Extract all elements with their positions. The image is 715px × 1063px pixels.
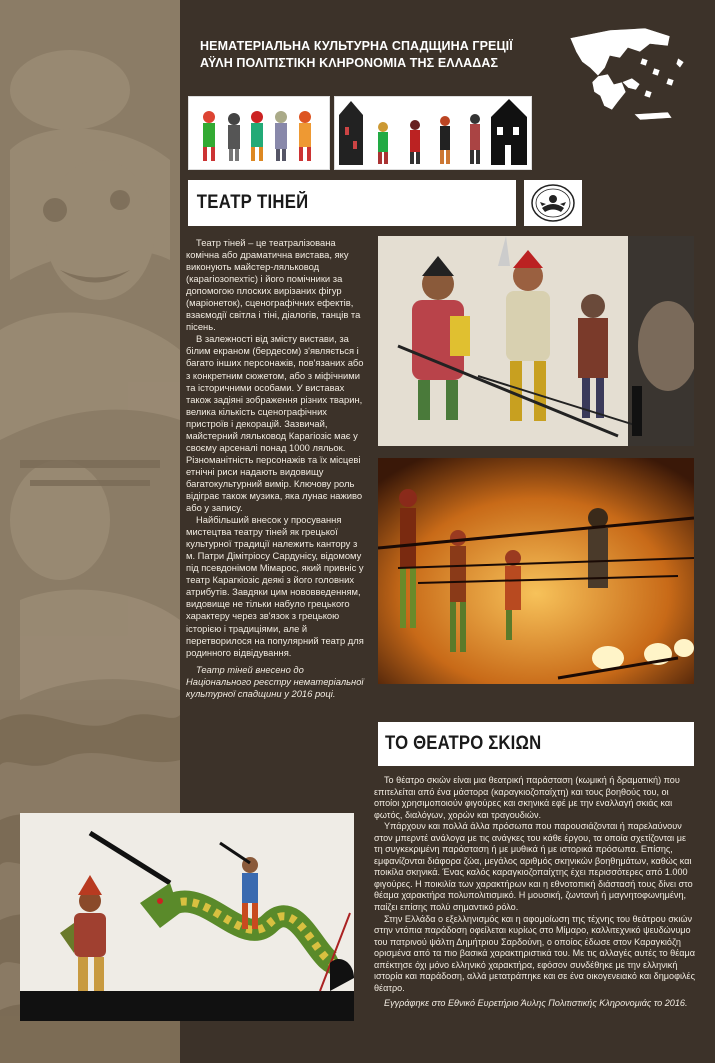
ukrainian-text xyxy=(186,237,368,700)
ukrainian-title-box xyxy=(188,180,516,226)
header-line-ukrainian: НЕМАТЕРІАЛЬНА КУЛЬТУРНА СПАДЩИНА ГРЕЦІЇ xyxy=(200,39,513,53)
ukrainian-registry-note: Театр тіней внесено до Національного реєстру нематеріальної культурної спадщини у 2016 році. xyxy=(186,663,364,699)
ukrainian-paragraph: Театр тіней – це театралізована комічна або драматична вистава, яку виконують майстер-ляльковод (карагіозопехтіс) і його помічники за допомогою плоских вирізаних фігур (маріонеток), сценографічних ефектів, взаємодії світла і тіні, діалогів, танців та пісень. xyxy=(186,237,361,333)
greek-title-box xyxy=(378,722,694,766)
greek-paragraph: Υπάρχουν και πολλά άλλα πρόσωπα που παρουσιάζονται ή παρελαύνουν στον μπερντέ ανάλογα με τις ανάγκες του κάθε έργου, τα οποία σχετίζονται με τη συγκεκριμένη παράσταση ή με μυθικά ή με ιστορικά πρόσωπα. Επίσης, εμφανίζονται διάφορα ζώα, μεγάλος αριθμός σκηνικών βοηθημάτων, καθώς και ποικίλα σκηνικά. Ένας καλός καραγκιοζοπαίχτης έχει περισσότερες από 1.000 φιγούρες. Η ποικιλία των χαρακτήρων και η εθνοτοπική διάστασή τους δίνει στο θέαμα χαρακτήρα πολυπολιτισμικό. Η μουσική, ζωντανή ή μαγνητοφωνημένη, παίζει επίσης πολύ σημαντικό ρόλο. xyxy=(374,821,693,913)
photo-warrior-and-dragon xyxy=(20,813,354,1021)
greek-text xyxy=(374,775,696,1010)
ministry-emblem-icon xyxy=(524,180,582,226)
puppet-figures-strip-1 xyxy=(188,96,330,170)
ukrainian-paragraph: Найбільший внесок у просування мистецтва театру тіней як грецької культурної традиції належить кантору з м. Патри Дімітріосу Сардунісу, відомому під псевдонімом Мімарос, який привніс у театр Карагкіозіс деякі з його головних атрибутів. Завдяки цим нововведенням, видовище не тільки набуло грецького характеру через зв'язок з грецькою історією і традиціями, але й перетворилося на популярний театр для родинного відвідування. xyxy=(186,514,364,658)
greek-title: ΤΟ ΘΕΑΤΡΟ ΣΚΙΩΝ xyxy=(385,733,542,754)
greek-paragraph: Το θέατρο σκιών είναι μια θεατρική παράσταση (κωμική ή δραματική) που επιτελείται από ένα μάστορα (καραγκιοζοπαίχτη) και τους βοηθούς του, οι οποίοι χρησιμοποιούν φιγούρες και σκηνικά εφέ με την εναλλαγή σκιάς και φωτός, διαλόγων, χορών και τραγουδιών. xyxy=(374,775,680,820)
photo-puppeteer-performance xyxy=(378,236,694,446)
puppet-figures-strip-2 xyxy=(334,96,532,170)
ukrainian-paragraph: В залежності від змісту вистави, за білим екраном (бердесом) з'являється і багато інших персонажів, пов'язаних або з конкретним сюжетом, або з міфічними та історичними особами. У виставах також задіяні зображення різних тварин, велика кількість сценографічних пристроїв і декорацій. Зазвичай, майстерний ляльковод Карагіозіс має у своєму арсеналі понад 1000 ляльок. Різноманітність персонажів та їх місцеві етнічні риси надають видовищу багатокультурний вимір. Ключову роль відіграє також музика, яка лунає наживо або у запису. xyxy=(186,333,364,514)
header-line-greek: ΑΫΛΗ ΠΟΛΙΤΙΣΤΙΚΗ ΚΛΗΡΟΝΟΜΙΑ ΤΗΣ ΕΛΛΑΔΑΣ xyxy=(200,56,499,70)
ukrainian-title: ТЕАТР ТІНЕЙ xyxy=(196,192,309,213)
photo-backlit-puppets xyxy=(378,458,694,684)
greek-registry-note: Εγγράφηκε στο Εθνικό Ευρετήριο Άυλης Πολιτιστικής Κληρονομιάς το 2016. xyxy=(384,998,688,1009)
page-header xyxy=(200,38,520,72)
greece-map-icon xyxy=(550,18,700,128)
greek-paragraph: Στην Ελλάδα ο εξελληνισμός και η αφομοίωση της τέχνης του θεάτρου σκιών στην ντόπια παράδοση οφείλεται κυρίως στο Μίμαρο, καλλιτεχνικό ψευδώνυμο του πατρινού ψάλτη Δημήτριου Σαρδούνη, ο οποίος έδωσε στον Καραγκιόζη ορισμένα από τα πιο βασικά χαρακτηριστικά του. Με τις αλλαγές αυτές το θέαμα απέκτησε όχι μόνο ελληνικό χαρακτήρα, εφόσον συνδέθηκε με την ελληνική ιστορία και παράδοση, αλλά μετατράπηκε και σε ένα οικογενειακό και δημοφιλές θέατρο. xyxy=(374,913,696,993)
